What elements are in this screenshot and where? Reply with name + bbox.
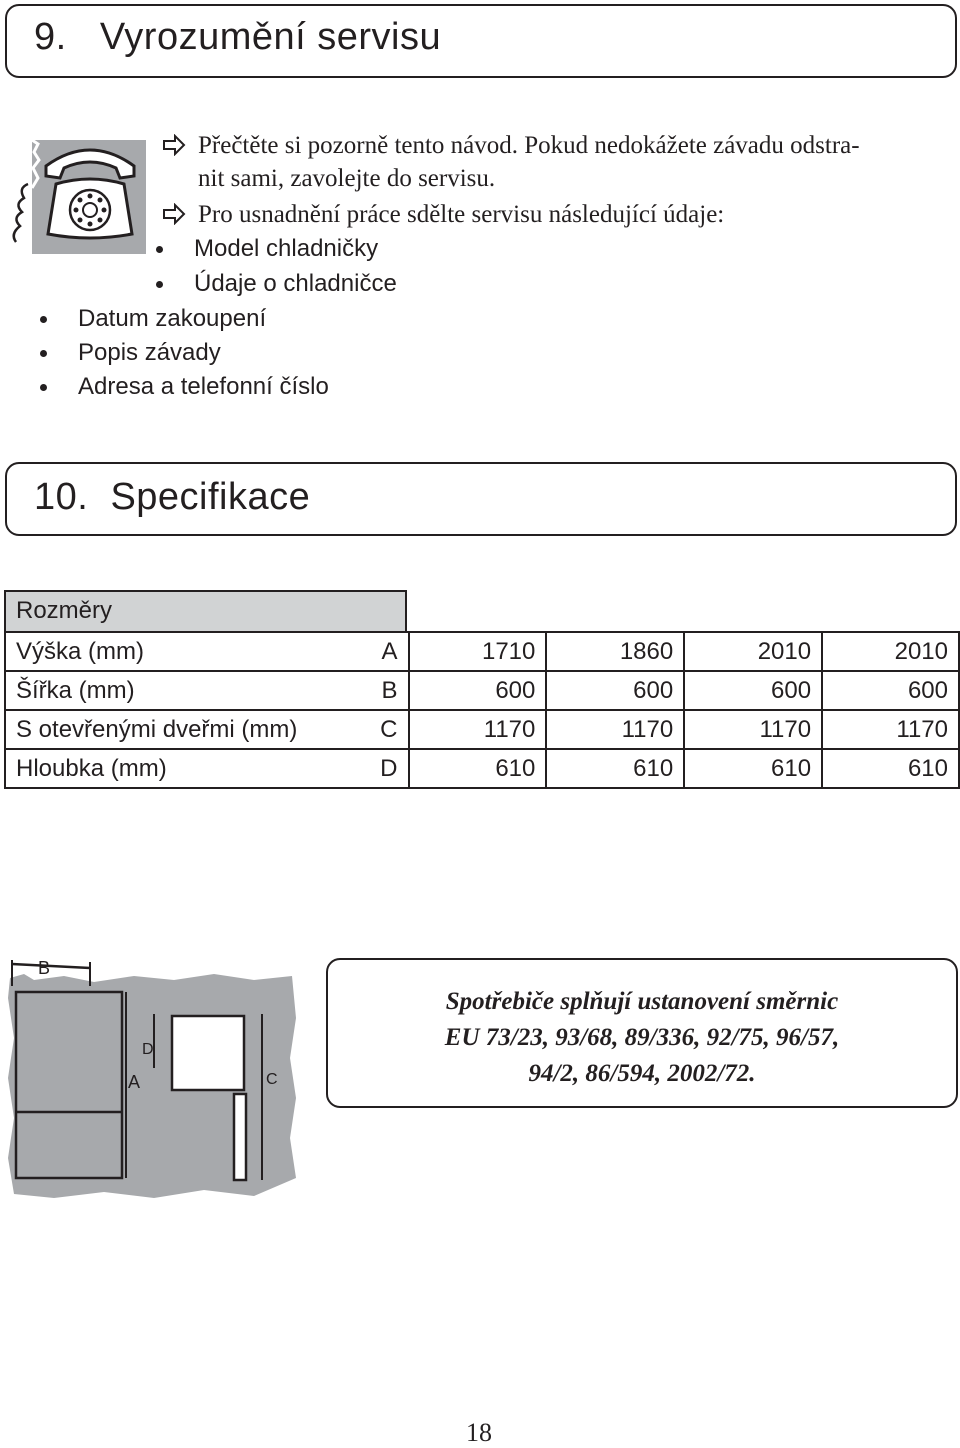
- bullet-icon: [156, 281, 163, 288]
- list-item-label: Model chladničky: [194, 235, 379, 262]
- cell-value: 1710: [409, 632, 547, 671]
- cell-value: 2010: [822, 632, 959, 671]
- dimension-label-b: B: [38, 958, 51, 978]
- bullet-icon: [40, 384, 47, 391]
- instruction-continuation: [198, 163, 495, 195]
- list-item: [78, 371, 329, 403]
- instruction-line-3: Pro usnadnění práce sdělte servisu následující údaje:: [198, 201, 725, 228]
- page-number: 18: [466, 1418, 492, 1447]
- list-item: [78, 303, 266, 335]
- hollow-arrow-icon: [162, 203, 186, 225]
- bullet-icon: [40, 350, 47, 357]
- table-row: [5, 671, 959, 710]
- cell-value: 1860: [546, 632, 684, 671]
- instruction-line-2: nit sami, zavolejte do servisu.: [198, 165, 496, 192]
- row-code: D: [370, 749, 409, 788]
- bullet-icon: [40, 316, 47, 323]
- telephone-icon: [8, 138, 148, 256]
- list-item: [78, 337, 221, 369]
- hollow-arrow-icon: [162, 134, 186, 156]
- section-10-title: 10. Specifikace: [34, 476, 311, 518]
- row-label: Hloubka (mm): [5, 749, 370, 788]
- cell-value: 1170: [684, 710, 822, 749]
- row-label: S otevřenými dveřmi (mm): [5, 710, 370, 749]
- row-code: A: [370, 632, 409, 671]
- table-row: [5, 749, 959, 788]
- dimension-label-d: D: [142, 1041, 154, 1058]
- dimension-label-a: A: [128, 1072, 141, 1092]
- cell-value: 1170: [409, 710, 547, 749]
- instruction-read-manual: [198, 130, 860, 162]
- instruction-provide-info: [198, 199, 724, 231]
- cell-value: 610: [409, 749, 547, 788]
- cell-value: 600: [822, 671, 959, 710]
- cell-value: 610: [546, 749, 684, 788]
- list-item-label: Datum zakoupení: [78, 305, 267, 332]
- table-row: [5, 710, 959, 749]
- cell-value: 610: [684, 749, 822, 788]
- instruction-line-1: Přečtěte si pozorně tento návod. Pokud nedokážete závadu odstra-: [198, 132, 860, 159]
- cell-value: 1170: [822, 710, 959, 749]
- directive-note-box: [326, 958, 958, 1108]
- directive-line-2: EU 73/23, 93/68, 89/336, 92/75, 96/57,: [444, 1024, 840, 1051]
- specification-table: [4, 631, 960, 789]
- cell-value: 600: [409, 671, 547, 710]
- list-item: [194, 268, 397, 300]
- bullet-icon: [156, 246, 163, 253]
- row-code: C: [370, 710, 409, 749]
- dimension-label-c: C: [266, 1071, 278, 1088]
- fridge-dimensions-drawing: [4, 958, 300, 1202]
- directive-line-3: 94/2, 86/594, 2002/72.: [528, 1060, 756, 1087]
- list-item: [194, 233, 378, 265]
- list-item-label: Popis závady: [78, 339, 221, 366]
- cell-value: 600: [684, 671, 822, 710]
- row-code: B: [370, 671, 409, 710]
- list-item-label: Údaje o chladničce: [194, 270, 397, 297]
- cell-value: 2010: [684, 632, 822, 671]
- list-item-label: Adresa a telefonní číslo: [78, 373, 329, 400]
- table-row: [5, 632, 959, 671]
- section-9-title: 9. Vyrozumění servisu: [34, 16, 442, 58]
- row-label: Výška (mm): [5, 632, 370, 671]
- table-header: Rozměry: [4, 590, 407, 631]
- cell-value: 610: [822, 749, 959, 788]
- row-label: Šířka (mm): [5, 671, 370, 710]
- directive-line-1: Spotřebiče splňují ustanovení směrnic: [445, 988, 839, 1015]
- cell-value: 1170: [546, 710, 684, 749]
- cell-value: 600: [546, 671, 684, 710]
